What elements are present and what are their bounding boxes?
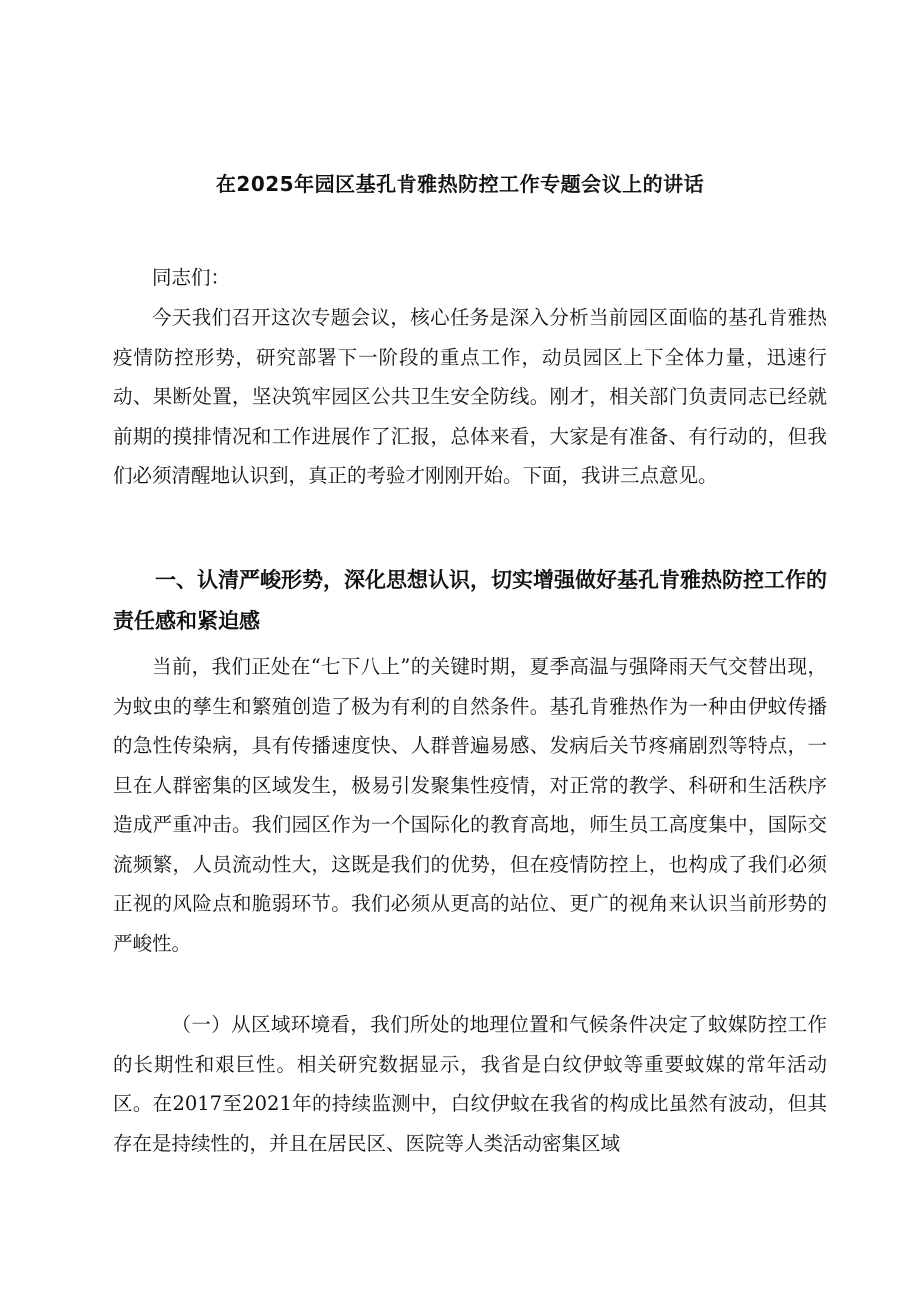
salutation: 同志们： — [152, 266, 231, 289]
section-paragraph: 当前，我们正处在“七下八上”的关键时期，夏季高温与强降雨天气交替出现，为蚊虫的孳生和繁殖创造了极为有利的自然条件。基孔肯雅热作为一种由伊蚊传播的急性传染病，具有传播速度快、人群普遍易感、发病后关节疼痛剧烈等特点，一旦在人群密集的区域发生，极易引发聚集性疫情，对正常的教学、科研和生活秩序造成严重冲击。我们园区作为一个国际化的教育高地，师生员工高度集中，国际交流频繁，人员流动性大，这既是我们的优势，但在疫情防控上，也构成了我们必须正视的风险点和脆弱环节。我们必须从更高的站位、更广的视角来认识当前形势的严峻性。 — [113, 655, 827, 955]
subsection-paragraph: （一）从区域环境看，我们所处的地理位置和气候条件决定了蚊媒防控工作的长期性和艰巨性。相关研究数据显示，我省是白纹伊蚊等重要蚊媒的常年活动区。在2017至2021年的持续监测中，白纹伊蚊在我省的构成比虽然有波动，但其存在是持续性的，并且在居民区、医院等人类活动密集区域 — [113, 1013, 827, 1155]
section-heading: 一、认清严峻形势，深化思想认识，切实增强做好基孔肯雅热防控工作的责任感和紧迫感 — [113, 568, 827, 633]
intro-paragraph: 今天我们召开这次专题会议，核心任务是深入分析当前园区面临的基孔肯雅热疫情防控形势，研究部署下一阶段的重点工作，动员园区上下全体力量，迅速行动、果断处置，坚决筑牢园区公共卫生安全防线。刚才，相关部门负责同志已经就前期的摸排情况和工作进展作了汇报，总体来看，大家是有准备、有行动的，但我们必须清醒地认识到，真正的考验才刚刚开始。下面，我讲三点意见。 — [113, 306, 827, 487]
document-title: 在2025年园区基孔肯雅热防控工作专题会议上的讲话 — [215, 172, 705, 196]
